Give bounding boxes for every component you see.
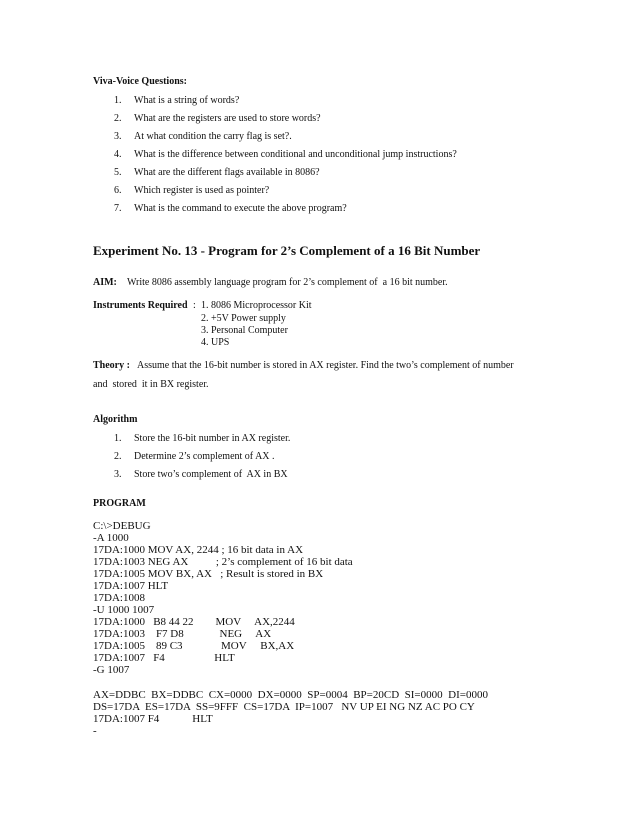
theory-label: Theory : [93, 360, 130, 371]
theory-text-line: Assume that the 16-bit number is stored in AX register. Find the two’s complement of number [137, 360, 514, 371]
experiment-title: Experiment No. 13 - Program for 2’s Complement of a 16 Bit Number [93, 243, 481, 258]
algorithm-step-text: Store the 16-bit number in AX register. [134, 433, 291, 444]
aim-label: AIM: [93, 277, 117, 288]
program-line: C:\>DEBUG [93, 520, 151, 532]
theory-text-line: and stored it in BX register. [93, 379, 209, 390]
question-text: What is the command to execute the above program? [134, 203, 347, 214]
question-number: 4. [114, 149, 122, 160]
program-line: 17DA:1000 B8 44 22 MOV AX,2244 [93, 616, 295, 628]
program-line: -U 1000 1007 [93, 604, 155, 616]
program-line: 17DA:1008 [93, 592, 145, 604]
question-number: 6. [114, 185, 122, 196]
register-dump-line: 17DA:1007 F4 HLT [93, 713, 213, 725]
program-line: 17DA:1003 F7 D8 NEG AX [93, 628, 272, 640]
algorithm-step-number: 1. [114, 433, 122, 444]
question-number: 7. [114, 203, 122, 214]
instruments-colon: : [193, 300, 196, 311]
question-number: 2. [114, 113, 122, 124]
instrument-item: 1. 8086 Microprocessor Kit [201, 300, 312, 311]
question-number: 1. [114, 95, 122, 106]
instrument-item: 2. +5V Power supply [201, 313, 286, 324]
program-line: -G 1007 [93, 664, 130, 676]
program-line: 17DA:1003 NEG AX ; 2’s complement of 16 bit data [93, 556, 353, 568]
algorithm-step-text: Store two’s complement of AX in BX [134, 469, 288, 480]
viva-heading: Viva-Voice Questions: [93, 76, 187, 87]
algorithm-step-text: Determine 2’s complement of AX . [134, 451, 275, 462]
program-line: 17DA:1007 HLT [93, 580, 169, 592]
question-text: What is the difference between conditional and unconditional jump instructions? [134, 149, 457, 160]
question-text: What are the registers are used to store words? [134, 113, 321, 124]
question-text: What is a string of words? [134, 95, 240, 106]
program-line: 17DA:1005 MOV BX, AX ; Result is stored in BX [93, 568, 324, 580]
register-dump-line: - [93, 725, 97, 737]
program-line: -A 1000 [93, 532, 129, 544]
instruments-label: Instruments Required [93, 300, 188, 311]
algorithm-step-number: 3. [114, 469, 122, 480]
program-heading: PROGRAM [93, 498, 146, 509]
aim-text: Write 8086 assembly language program for 2’s complement of a 16 bit number. [127, 277, 448, 288]
question-text: At what condition the carry flag is set?. [134, 131, 292, 142]
register-dump-line: DS=17DA ES=17DA SS=9FFF CS=17DA IP=1007 NV UP EI NG NZ AC PO CY [93, 701, 475, 713]
question-text: Which register is used as pointer? [134, 185, 270, 196]
algorithm-step-number: 2. [114, 451, 122, 462]
program-line: 17DA:1000 MOV AX, 2244 ; 16 bit data in AX [93, 544, 304, 556]
question-number: 3. [114, 131, 122, 142]
instrument-item: 3. Personal Computer [201, 325, 288, 336]
question-number: 5. [114, 167, 122, 178]
question-text: What are the different flags available in 8086? [134, 167, 320, 178]
program-line: 17DA:1007 F4 HLT [93, 652, 235, 664]
instrument-item: 4. UPS [201, 337, 230, 348]
program-line: 17DA:1005 89 C3 MOV BX,AX [93, 640, 295, 652]
register-dump-line: AX=DDBC BX=DDBC CX=0000 DX=0000 SP=0004 BP=20CD SI=0000 DI=0000 [93, 689, 488, 701]
algorithm-heading: Algorithm [93, 414, 138, 425]
